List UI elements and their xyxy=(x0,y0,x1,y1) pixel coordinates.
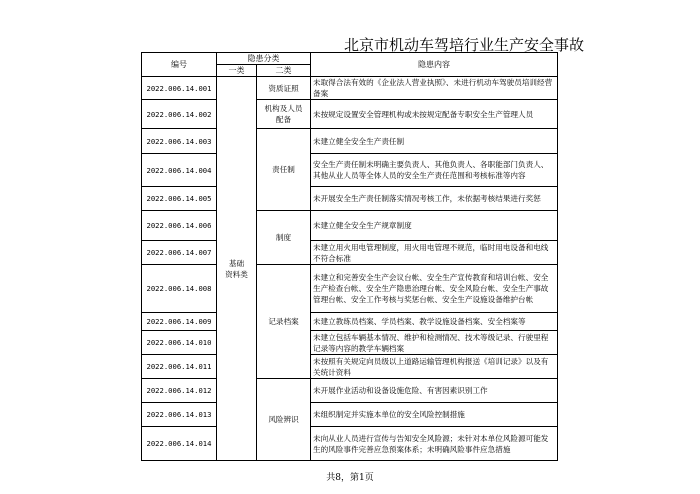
row-code: 2022.006.14.010 xyxy=(142,331,217,355)
row-code: 2022.006.14.014 xyxy=(142,427,217,461)
row-content: 未组织制定并实施本单位的安全风险控制措施 xyxy=(311,403,558,427)
row-content: 未开展安全生产责任制落实情况考核工作，未依据考核结果进行奖惩 xyxy=(311,187,558,211)
row-content: 未按照有关规定向员级以上道路运输管理机构报送《培训记录》以及有关统计资料 xyxy=(311,355,558,379)
row-code: 2022.006.14.004 xyxy=(142,154,217,187)
row-content: 未建立健全安全生产规章制度 xyxy=(311,211,558,241)
level2-cell: 风险辨识 xyxy=(257,379,311,461)
row-content: 未按规定设置安全管理机构或未按规定配备专职安全生产管理人员 xyxy=(311,100,558,129)
row-content: 未开展作业活动和设备设施危险、有害因素识别工作 xyxy=(311,379,558,403)
page-footer: 共8，第1页 xyxy=(326,473,374,483)
row-code: 2022.006.14.006 xyxy=(142,211,217,241)
row-code: 2022.006.14.011 xyxy=(142,355,217,379)
row-code: 2022.006.14.013 xyxy=(142,403,217,427)
header-code: 编号 xyxy=(142,53,217,77)
row-code: 2022.006.14.001 xyxy=(142,77,217,100)
level2-cell: 机构及人员 配备 xyxy=(257,100,311,129)
level2-cell: 记录档案 xyxy=(257,265,311,379)
level2-cell: 责任制 xyxy=(257,129,311,211)
page-title: 北京市机动车驾培行业生产安全事故 xyxy=(344,36,585,54)
row-code: 2022.006.14.003 xyxy=(142,129,217,154)
row-content: 未建立和完善安全生产会议台帐、安全生产宣传教育和培训台帐、安全生产检查台帐、安全生产隐患治理台帐、安全风险台帐、安全生产事故管理台帐、安全工作考核与奖惩台帐、安全生产设施设备维护台帐 xyxy=(311,265,558,313)
row-content: 未建立教练员档案、学员档案、教学设施设备档案、安全档案等 xyxy=(311,313,558,331)
row-code: 2022.006.14.007 xyxy=(142,241,217,265)
row-code: 2022.006.14.008 xyxy=(142,265,217,313)
row-content: 安全生产责任制未明确主要负责人、其他负责人、各职能部门负责人、其他从业人员等全体人员的安全生产责任范围和考核标准等内容 xyxy=(311,154,558,187)
row-content: 未建立用火用电管理制度，用火用电管理不规范，临时用电设备和电线不符合标准 xyxy=(311,241,558,265)
row-code: 2022.006.14.009 xyxy=(142,313,217,331)
row-code: 2022.006.14.012 xyxy=(142,379,217,403)
header-level2: 二类 xyxy=(257,65,311,77)
header-level1: 一类 xyxy=(217,65,257,77)
level1-cell: 基础 资料类 xyxy=(217,77,257,461)
row-content: 未建立包括车辆基本情况、维护和检测情况、技术等级记录、行驶里程记录等内容的教学车辆档案 xyxy=(311,331,558,355)
hazard-table xyxy=(141,52,558,461)
header-category: 隐患分类 xyxy=(217,53,311,65)
row-content: 未建立健全安全生产责任制 xyxy=(311,129,558,154)
level2-cell: 资质证照 xyxy=(257,77,311,100)
level2-cell: 制度 xyxy=(257,211,311,265)
row-content: 未向从业人员进行宣传与告知安全风险源；未针对本单位风险源可能发生的风险事件完善应急预案体系；未明确风险事件应急措施 xyxy=(311,427,558,461)
header-content: 隐患内容 xyxy=(311,53,558,77)
row-code: 2022.006.14.005 xyxy=(142,187,217,211)
row-code: 2022.006.14.002 xyxy=(142,100,217,129)
row-content: 未取得合法有效的《企业法人营业执照》、未进行机动车驾驶员培训经营备案 xyxy=(311,77,558,100)
